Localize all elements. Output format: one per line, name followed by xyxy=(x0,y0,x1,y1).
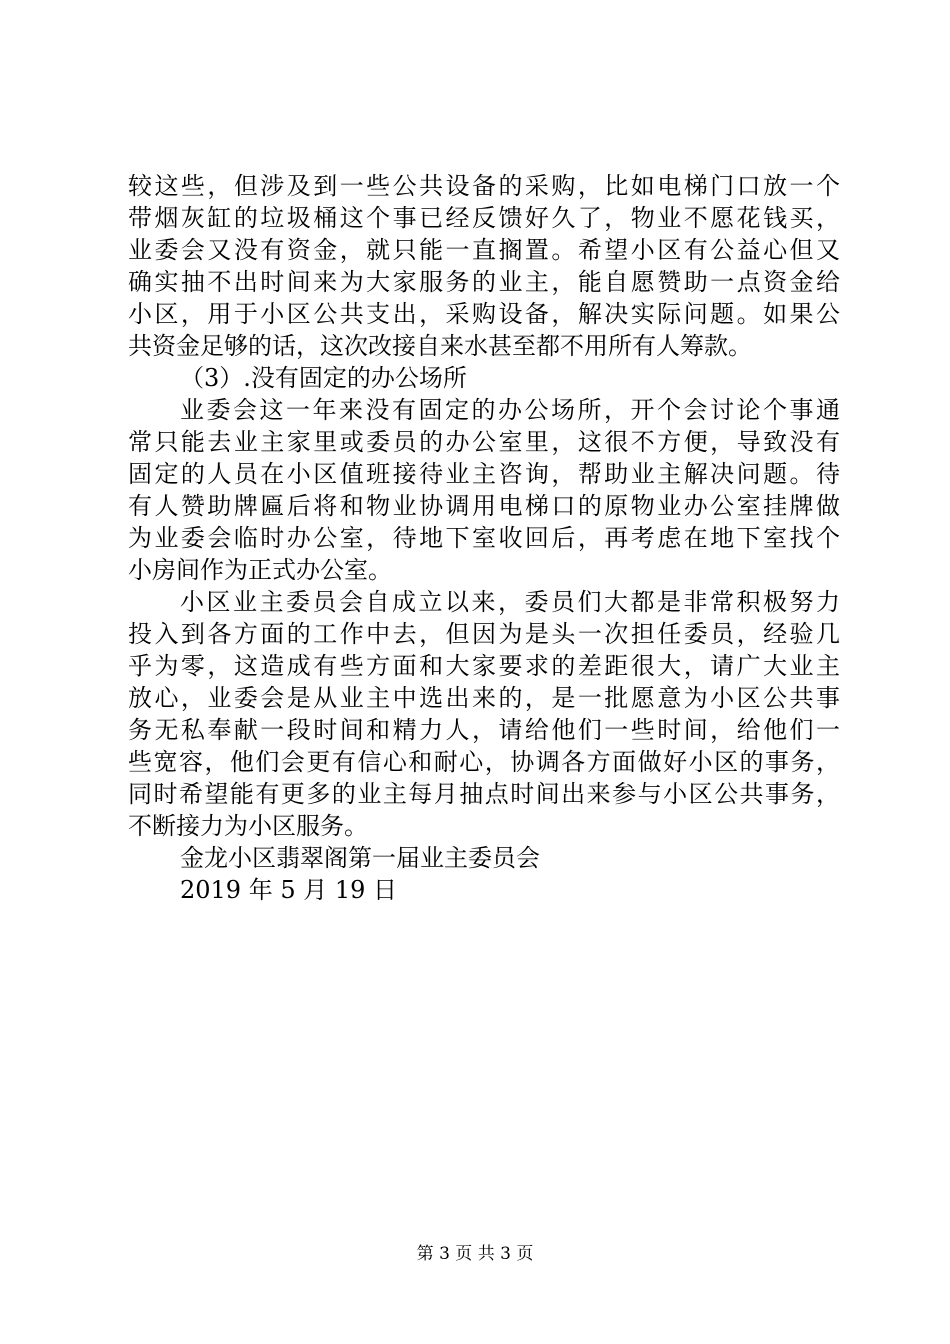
page-number-footer: 第 3 页 共 3 页 xyxy=(416,1244,534,1264)
paragraph-3 xyxy=(128,586,840,842)
text-line: 确实抽不出时间来为大家服务的业主，能自愿赞助一点资金给 xyxy=(128,268,840,296)
text-line: 有人赞助牌匾后将和物业协调用电梯口的原物业办公室挂牌做 xyxy=(128,492,840,520)
text-line: 常只能去业主家里或委员的办公室里，这很不方便，导致没有 xyxy=(128,428,840,456)
text-line: 业委会又没有资金，就只能一直搁置。希望小区有公益心但又 xyxy=(128,236,840,264)
text-line: 同时希望能有更多的业主每月抽点时间出来参与小区公共事务， xyxy=(128,780,840,808)
text-line: 些宽容，他们会更有信心和耐心，协调各方面做好小区的事务， xyxy=(128,748,840,776)
text-line: 固定的人员在小区值班接待业主咨询，帮助业主解决问题。待 xyxy=(128,460,840,488)
section-heading: （3）.没有固定的办公场所 xyxy=(180,364,467,392)
paragraph-1 xyxy=(128,170,840,362)
text-line: 业委会这一年来没有固定的办公场所，开个会讨论个事通 xyxy=(180,396,840,424)
text-line: 不断接力为小区服务。 xyxy=(128,812,368,840)
text-line: 小区，用于小区公共支出，采购设备，解决实际问题。如果公 xyxy=(128,300,840,328)
text-line: 较这些，但涉及到一些公共设备的采购，比如电梯门口放一个 xyxy=(128,172,840,200)
text-line: 小区业主委员会自成立以来，委员们大都是非常积极努力 xyxy=(180,588,840,616)
text-line: 投入到各方面的工作中去，但因为是头一次担任委员，经验几 xyxy=(128,620,840,648)
text-line: 带烟灰缸的垃圾桶这个事已经反馈好久了，物业不愿花钱买， xyxy=(128,204,840,232)
text-line: 共资金足够的话，这次改接自来水甚至都不用所有人筹款。 xyxy=(128,332,752,360)
text-line: 为业委会临时办公室，待地下室收回后，再考虑在地下室找个 xyxy=(128,524,840,552)
text-line: 乎为零，这造成有些方面和大家要求的差距很大，请广大业主 xyxy=(128,652,840,680)
text-line: 小房间作为正式办公室。 xyxy=(128,556,392,584)
text-line: 务无私奉献一段时间和精力人，请给他们一些时间，给他们一 xyxy=(128,716,840,744)
document-body xyxy=(128,170,840,906)
text-line: 放心，业委会是从业主中选出来的，是一批愿意为小区公共事 xyxy=(128,684,840,712)
signature-organization: 金龙小区翡翠阁第一届业主委员会 xyxy=(180,844,540,872)
paragraph-2 xyxy=(128,394,840,586)
signature-date: 2019 年 5 月 19 日 xyxy=(180,876,398,904)
